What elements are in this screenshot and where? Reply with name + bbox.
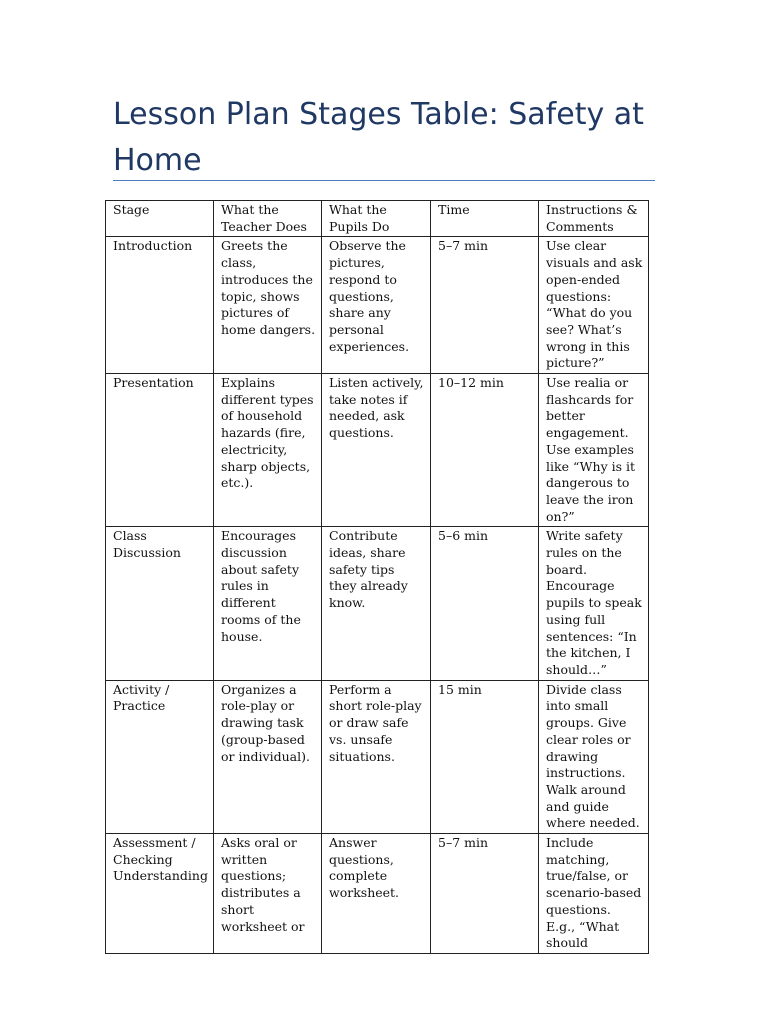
stage-cell: Activity / Practice — [106, 680, 214, 833]
comments-cell: Divide class into small groups. Give clear roles or drawing instructions. Walk around and guide where needed. — [539, 680, 649, 833]
teacher-cell: Explains different types of household hazards (fire, electricity, sharp objects, etc.). — [214, 374, 322, 527]
table-row — [106, 527, 649, 680]
stage-cell: Introduction — [106, 237, 214, 374]
time-cell: 10–12 min — [431, 374, 539, 527]
table-row — [106, 680, 649, 833]
lesson-plan-table — [105, 200, 649, 954]
page-title: Lesson Plan Stages Table: Safety at Home — [113, 97, 644, 178]
table-row — [106, 834, 649, 954]
time-cell: 5–6 min — [431, 527, 539, 680]
time-cell: 15 min — [431, 680, 539, 833]
table-header-row — [106, 201, 649, 237]
stage-cell: Class Discussion — [106, 527, 214, 680]
table-row — [106, 374, 649, 527]
header-cell-pupils: What the Pupils Do — [322, 201, 431, 237]
teacher-cell: Greets the class, introduces the topic, shows pictures of home dangers. — [214, 237, 322, 374]
stage-cell: Presentation — [106, 374, 214, 527]
table-row — [106, 237, 649, 374]
teacher-cell: Encourages discussion about safety rules in different rooms of the house. — [214, 527, 322, 680]
time-cell: 5–7 min — [431, 237, 539, 374]
title-underline — [113, 180, 655, 181]
header-cell-time: Time — [431, 201, 539, 237]
stage-cell: Assessment / Checking Understanding — [106, 834, 214, 954]
header-cell-stage: Stage — [106, 201, 214, 237]
comments-cell: Use clear visuals and ask open-ended questions: “What do you see? What’s wrong in this picture?” — [539, 237, 649, 374]
pupils-cell: Listen actively, take notes if needed, ask questions. — [322, 374, 431, 527]
pupils-cell: Contribute ideas, share safety tips they already know. — [322, 527, 431, 680]
header-cell-comments: Instructions & Comments — [539, 201, 649, 237]
comments-cell: Include matching, true/false, or scenario-based questions. E.g., “What should — [539, 834, 649, 954]
comments-cell: Use realia or flashcards for better engagement. Use examples like “Why is it dangerous to leave the iron on?” — [539, 374, 649, 527]
comments-cell: Write safety rules on the board. Encourage pupils to speak using full sentences: “In the kitchen, I should…” — [539, 527, 649, 680]
teacher-cell: Organizes a role-play or drawing task (group-based or individual). — [214, 680, 322, 833]
pupils-cell: Perform a short role-play or draw safe vs. unsafe situations. — [322, 680, 431, 833]
teacher-cell: Asks oral or written questions; distributes a short worksheet or — [214, 834, 322, 954]
pupils-cell: Observe the pictures, respond to questions, share any personal experiences. — [322, 237, 431, 374]
pupils-cell: Answer questions, complete worksheet. — [322, 834, 431, 954]
time-cell: 5–7 min — [431, 834, 539, 954]
header-cell-teacher: What the Teacher Does — [214, 201, 322, 237]
